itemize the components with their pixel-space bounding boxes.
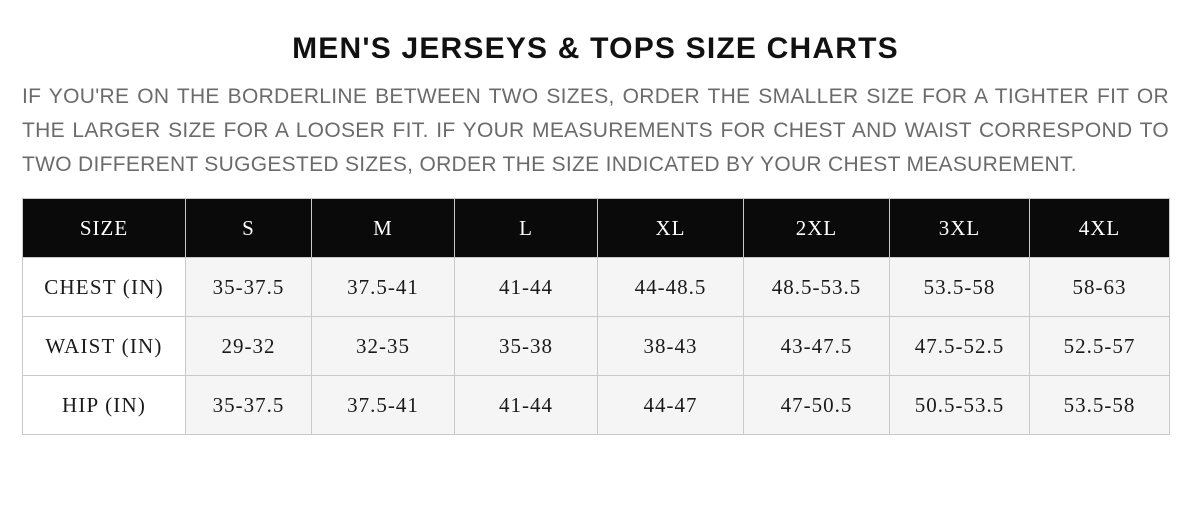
- table-row: [23, 376, 1170, 435]
- intro-paragraph: IF YOU'RE ON THE BORDERLINE BETWEEN TWO SIZES, ORDER THE SMALLER SIZE FOR A TIGHTER FIT OR THE LARGER SIZE FOR A LOOSER FIT. IF YOUR MEASUREMENTS FOR CHEST AND WAIST CORRESPOND TO TWO DIFFERENT SUGGESTED SIZES, ORDER THE SIZE INDICATED BY YOUR CHEST MEASUREMENT.: [22, 85, 1169, 177]
- cell-waist-m: 32-35: [312, 317, 455, 376]
- cell-waist-l: 35-38: [455, 317, 598, 376]
- table-row: [23, 317, 1170, 376]
- page-title: MEN'S JERSEYS & TOPS SIZE CHARTS: [292, 32, 899, 65]
- cell-chest-4xl: 58-63: [1030, 258, 1170, 317]
- size-chart-table: [22, 198, 1170, 435]
- cell-waist-s: 29-32: [186, 317, 312, 376]
- table-row: [23, 258, 1170, 317]
- cell-waist-3xl: 47.5-52.5: [890, 317, 1030, 376]
- cell-waist-xl: 38-43: [598, 317, 744, 376]
- row-label-hip: HIP (IN): [23, 376, 186, 435]
- column-header-xl: XL: [598, 199, 744, 258]
- cell-chest-xl: 44-48.5: [598, 258, 744, 317]
- column-header-l: L: [455, 199, 598, 258]
- row-label-waist: WAIST (IN): [23, 317, 186, 376]
- cell-waist-4xl: 52.5-57: [1030, 317, 1170, 376]
- column-header-4xl: 4XL: [1030, 199, 1170, 258]
- cell-chest-3xl: 53.5-58: [890, 258, 1030, 317]
- cell-hip-s: 35-37.5: [186, 376, 312, 435]
- cell-hip-l: 41-44: [455, 376, 598, 435]
- table-header-row: [23, 199, 1170, 258]
- cell-chest-m: 37.5-41: [312, 258, 455, 317]
- row-label-chest: CHEST (IN): [23, 258, 186, 317]
- column-header-3xl: 3XL: [890, 199, 1030, 258]
- cell-hip-m: 37.5-41: [312, 376, 455, 435]
- column-header-size: SIZE: [23, 199, 186, 258]
- column-header-m: M: [312, 199, 455, 258]
- cell-chest-s: 35-37.5: [186, 258, 312, 317]
- cell-hip-2xl: 47-50.5: [744, 376, 890, 435]
- cell-hip-xl: 44-47: [598, 376, 744, 435]
- cell-chest-l: 41-44: [455, 258, 598, 317]
- cell-hip-3xl: 50.5-53.5: [890, 376, 1030, 435]
- column-header-2xl: 2XL: [744, 199, 890, 258]
- cell-hip-4xl: 53.5-58: [1030, 376, 1170, 435]
- column-header-s: S: [186, 199, 312, 258]
- cell-chest-2xl: 48.5-53.5: [744, 258, 890, 317]
- cell-waist-2xl: 43-47.5: [744, 317, 890, 376]
